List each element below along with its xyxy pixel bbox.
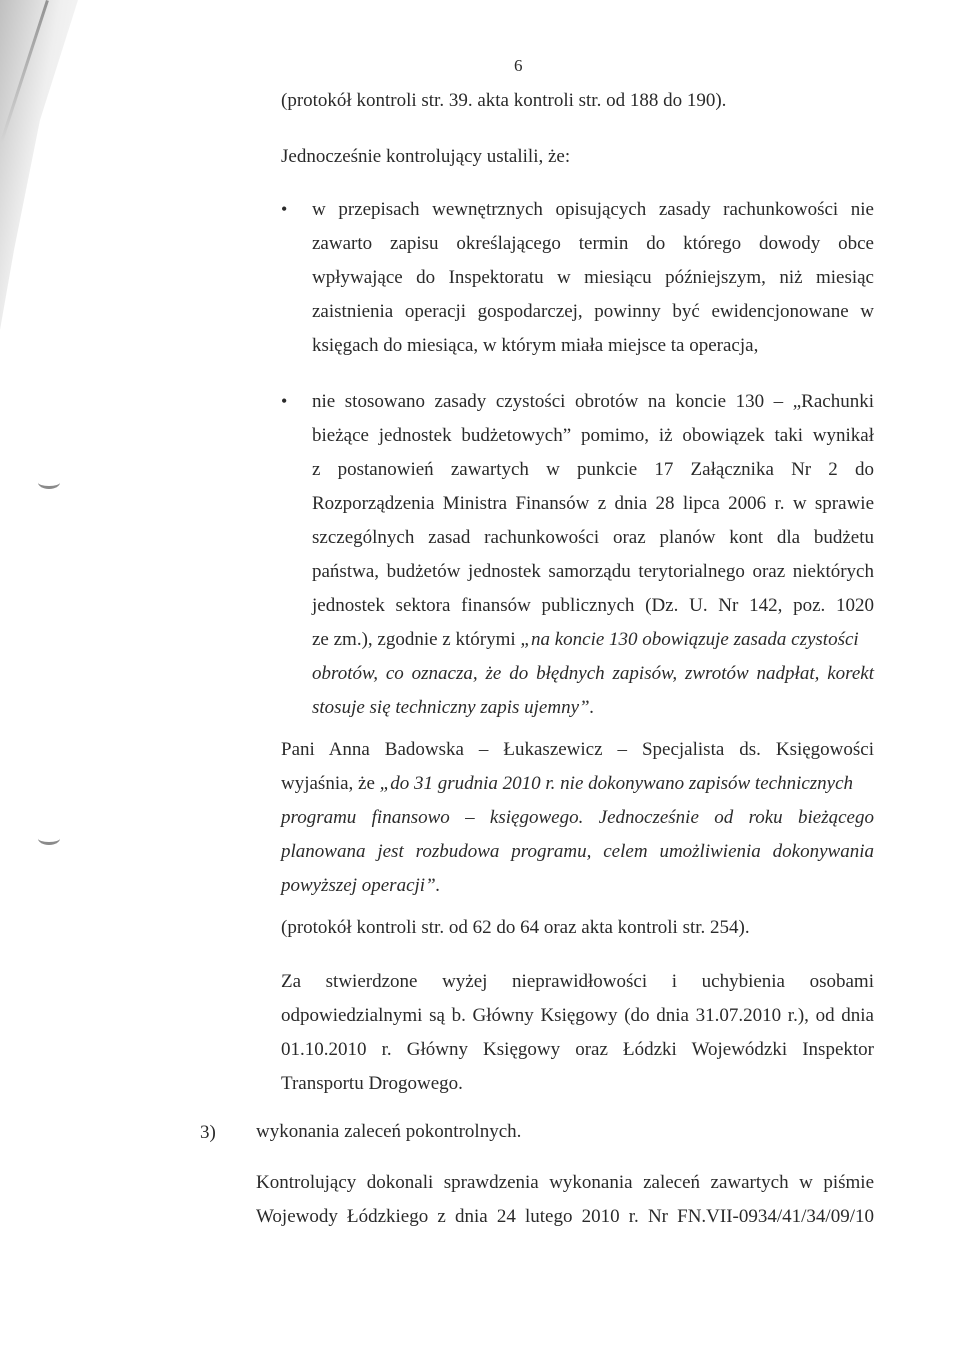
- section-3-line: Wojewody Łódzkiego z dnia 24 lutego 2010 r. Nr FN.VII-0934/41/34/09/10: [256, 1206, 874, 1227]
- responsibility-line: odpowiedzialnymi są b. Główny Księgowy (do dnia 31.07.2010 r.), od dnia: [281, 1005, 874, 1026]
- bullet-1-line: wpływające do Inspektoratu w miesiącu późniejszym, niż miesiąc: [312, 267, 874, 288]
- regulation-quote: „na koncie 130 obowiązuje zasada czystości: [520, 629, 859, 650]
- bullet-2-line: jednostek sektora finansów publicznych (Dz. U. Nr 142, poz. 1020: [312, 595, 874, 616]
- section-number: 3): [200, 1122, 216, 1143]
- bullet-1-line: w przepisach wewnętrznych opisujących zasady rachunkowości nie: [312, 199, 874, 220]
- bullet-2-line: Rozporządzenia Ministra Finansów z dnia 28 lipca 2006 r. w sprawie: [312, 493, 874, 514]
- explanation-quote-line: powyższej operacji”.: [281, 875, 441, 896]
- explanation-quote-line: programu finansowo – księgowego. Jednocześnie od roku bieżącego: [281, 807, 874, 828]
- explanation-quote: „do 31 grudnia 2010 r. nie dokonywano zapisów technicznych: [379, 773, 854, 794]
- bullet-1-line: zawarto zapisu określającego termin do którego dowody obce: [312, 233, 874, 254]
- responsibility-line: Za stwierdzone wyżej nieprawidłowości i uchybienia osobami: [281, 971, 874, 992]
- bullet-marker: •: [281, 391, 288, 411]
- bullet-2-line: nie stosowano zasady czystości obrotów na koncie 130 – „Rachunki: [312, 391, 874, 412]
- punch-hole-mark: [38, 832, 60, 845]
- bullet-2-line: bieżące jednostek budżetowych” pomimo, iż obowiązek taki wynikał: [312, 425, 874, 446]
- intro-sentence: Jednocześnie kontrolujący ustalili, że:: [281, 146, 571, 167]
- bullet-2-line-text: ze zm.), zgodnie z którymi: [312, 629, 521, 650]
- explanation-line: Pani Anna Badowska – Łukaszewicz – Specjalista ds. Księgowości: [281, 739, 874, 760]
- bullet-1-line: zaistnienia operacji gospodarczej, powinny być ewidencjonowane w: [312, 301, 874, 322]
- regulation-quote-line: stosuje się techniczny zapis ujemny”.: [312, 697, 595, 718]
- punch-hole-mark: [38, 476, 60, 489]
- regulation-quote-line: obrotów, co oznacza, że do błędnych zapisów, zwrotów nadpłat, korekt: [312, 663, 874, 684]
- explanation-quote-line: planowana jest rozbudowa programu, celem umożliwienia dokonywania: [281, 841, 874, 862]
- explanation-line-text: wyjaśnia, że: [281, 773, 380, 794]
- section-title: wykonania zaleceń pokontrolnych.: [256, 1121, 522, 1142]
- bullet-2-line: szczególnych zasad rachunkowości oraz planów kont dla budżetu: [312, 527, 874, 548]
- bullet-2-line: z postanowień zawartych w punkcie 17 Załącznika Nr 2 do: [312, 459, 874, 480]
- bullet-marker: •: [281, 199, 288, 219]
- protocol-reference: (protokół kontroli str. 39. akta kontroli str. od 188 do 190).: [281, 90, 727, 111]
- bullet-2-line: [312, 623, 874, 657]
- page-number: 6: [514, 56, 523, 75]
- protocol-reference: (protokół kontroli str. od 62 do 64 oraz akta kontroli str. 254).: [281, 917, 750, 938]
- scan-edge-shadow: [0, 0, 110, 520]
- responsibility-line: 01.10.2010 r. Główny Księgowy oraz Łódzki Wojewódzki Inspektor: [281, 1039, 874, 1060]
- bullet-1-line: księgach do miesiąca, w którym miała miejsce ta operacja,: [312, 335, 759, 356]
- explanation-line: [281, 767, 874, 801]
- section-3-line: Kontrolujący dokonali sprawdzenia wykonania zaleceń zawartych w piśmie: [256, 1172, 874, 1193]
- bullet-2-line: państwa, budżetów jednostek samorządu terytorialnego oraz niektórych: [312, 561, 874, 582]
- responsibility-line: Transportu Drogowego.: [281, 1073, 463, 1094]
